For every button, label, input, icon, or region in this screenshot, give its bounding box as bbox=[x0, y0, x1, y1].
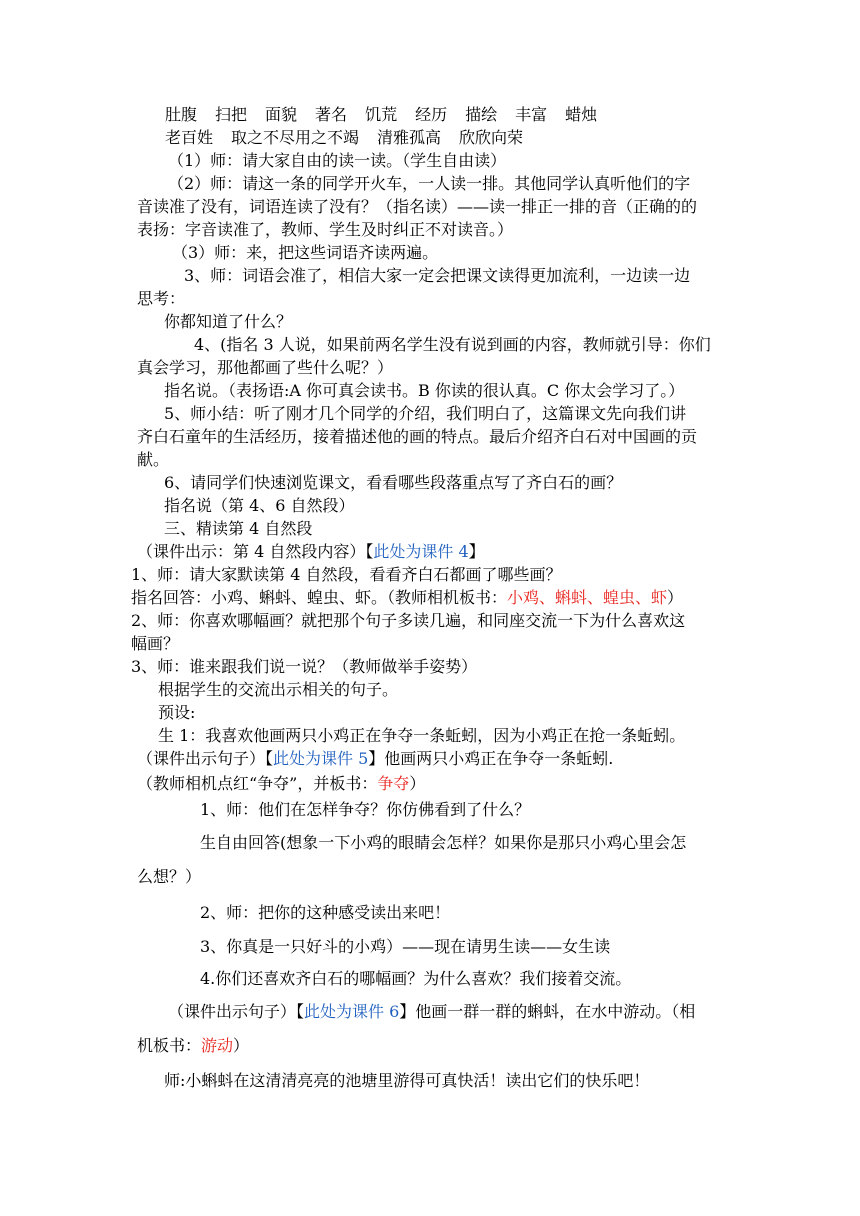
paragraph-line: 1、师：请大家默读第 4 自然段，看看齐白石都画了哪些画？ bbox=[131, 565, 562, 584]
vocab-word: 欣欣向荣 bbox=[459, 128, 524, 147]
paragraph-line: 3、师：谁来跟我们说一说？（教师做举手姿势） bbox=[131, 657, 478, 676]
paragraph-line: 献。 bbox=[137, 450, 170, 469]
paragraph-line: 4、(指名 3 人说，如果前两名学生没有说到画的内容，教师就引导：你们 bbox=[194, 335, 711, 354]
note-text: 】他画一群一群的蝌蚪，在水中游动。（相 bbox=[399, 1002, 696, 1021]
vocab-word: 著名 bbox=[315, 105, 348, 124]
board-note-red: 争夺 bbox=[377, 774, 410, 793]
paragraph-line: 真会学习，那他都画了些什么呢？） bbox=[137, 358, 394, 377]
paragraph-line bbox=[137, 773, 425, 795]
paragraph-line: 2、师：你喜欢哪幅画？就把那个句子多读几遍，和同座交流一下为什么喜欢这 bbox=[131, 611, 686, 630]
paragraph-line: （3）师：来，把这些词语齐读两遍。 bbox=[172, 243, 439, 262]
paragraph-line: 生自由回答(想象一下小鸡的眼睛会怎样？如果你是那只小鸡心里会怎 bbox=[200, 833, 687, 852]
paragraph-line: （1）师：请大家自由的读一读。（学生自由读） bbox=[168, 151, 507, 170]
paragraph-line: （2）师：请这一条的同学开火车，一人读一排。其他同学认真听他们的字 bbox=[168, 174, 691, 193]
section-heading: 三、精读第 4 自然段 bbox=[164, 519, 313, 538]
paragraph-line: 指名说。（表扬语:A 你可真会读书。B 你读的很认真。C 你太会学习了。） bbox=[164, 381, 685, 400]
note-text: （课件出示句子）【 bbox=[137, 749, 274, 768]
vocab-word: 丰富 bbox=[515, 105, 548, 124]
paragraph-line: 你都知道了什么？ bbox=[164, 312, 293, 331]
board-note-red: 小鸡、蝌蚪、蝗虫、虾 bbox=[507, 588, 668, 607]
note-text: （课件出示：第 4 自然段内容）【 bbox=[137, 542, 374, 561]
courseware-note bbox=[137, 541, 485, 563]
vocab-word: 清雅孤高 bbox=[377, 128, 442, 147]
vocab-row-1 bbox=[165, 104, 597, 126]
vocab-word: 面貌 bbox=[265, 105, 298, 124]
vocab-word: 蜡烛 bbox=[565, 105, 598, 124]
paragraph-line: 生 1：我喜欢他画两只小鸡正在争夺一条蚯蚓，因为小鸡正在抢一条蚯蚓。 bbox=[158, 726, 686, 745]
paragraph-line: 表扬：字音读准了，教师、学生及时纠正不对读音。） bbox=[137, 220, 514, 239]
paragraph-line: 2、师：把你的这种感受读出来吧！ bbox=[200, 903, 451, 922]
vocab-word: 描绘 bbox=[465, 105, 498, 124]
paragraph-line bbox=[131, 587, 683, 609]
paragraph-line: 音读准了没有，词语连读了没有？（指名读）——读一排正一排的音（正确的的 bbox=[137, 197, 698, 216]
note-text: 】 bbox=[468, 542, 485, 561]
board-note-red: 游动 bbox=[201, 1036, 234, 1055]
paragraph-line: 根据学生的交流出示相关的句子。 bbox=[158, 680, 399, 699]
courseware-note bbox=[168, 1001, 695, 1023]
paragraph-line: 师:小蝌蚪在这清清亮亮的池塘里游得可真快活！读出它们的快乐吧！ bbox=[164, 1071, 650, 1090]
paragraph-line: 5、师小结：听了刚才几个同学的介绍，我们明白了，这篇课文先向我们讲 bbox=[164, 404, 687, 423]
paragraph-line: 6、请同学们快速浏览课文，看看哪些段落重点写了齐白石的画？ bbox=[164, 473, 623, 492]
note-text: 】他画两只小鸡正在争夺一条蚯蚓. bbox=[368, 749, 614, 768]
paragraph-line: 1、师：他们在怎样争夺？你仿佛看到了什么？ bbox=[200, 800, 531, 819]
courseware-note bbox=[137, 748, 613, 770]
line-text: ） bbox=[409, 774, 426, 793]
courseware-marker: 此处为课件 6 bbox=[304, 1002, 400, 1021]
paragraph-line: 指名说（第 4、6 自然段） bbox=[164, 496, 355, 515]
vocab-word: 老百姓 bbox=[165, 128, 214, 147]
paragraph-line bbox=[137, 1035, 249, 1057]
vocab-word: 取之不尽用之不竭 bbox=[231, 128, 360, 147]
line-text: 指名回答：小鸡、蝌蚪、蝗虫、虾。（教师相机板书： bbox=[131, 588, 508, 607]
courseware-marker: 此处为课件 4 bbox=[373, 542, 469, 561]
line-text: ） bbox=[667, 588, 684, 607]
vocab-word: 肚腹 bbox=[165, 105, 198, 124]
vocab-row-2 bbox=[165, 127, 523, 149]
vocab-word: 经历 bbox=[415, 105, 448, 124]
paragraph-line: 4.你们还喜欢齐白石的哪幅画？为什么喜欢？我们接着交流。 bbox=[200, 969, 632, 988]
line-text: （教师相机点红“争夺”，并板书： bbox=[137, 774, 378, 793]
vocab-word: 饥荒 bbox=[365, 105, 398, 124]
note-text: （课件出示句子）【 bbox=[168, 1002, 305, 1021]
line-text: ） bbox=[233, 1036, 250, 1055]
paragraph-line: 3、你真是一只好斗的小鸡）——现在请男生读——女生读 bbox=[200, 937, 611, 956]
courseware-marker: 此处为课件 5 bbox=[273, 749, 369, 768]
paragraph-line: 思考： bbox=[137, 289, 186, 308]
paragraph-line: 预设: bbox=[158, 703, 196, 722]
line-text: 机板书： bbox=[137, 1036, 202, 1055]
paragraph-line: 齐白石童年的生活经历，接着描述他的画的特点。最后介绍齐白石对中国画的贡 bbox=[137, 427, 698, 446]
vocab-word: 扫把 bbox=[215, 105, 248, 124]
paragraph-line: 么想？） bbox=[137, 867, 202, 886]
paragraph-line: 幅画？ bbox=[131, 634, 180, 653]
paragraph-line: 3、师：词语会准了，相信大家一定会把课文读得更加流利，一边读一边 bbox=[184, 266, 691, 285]
